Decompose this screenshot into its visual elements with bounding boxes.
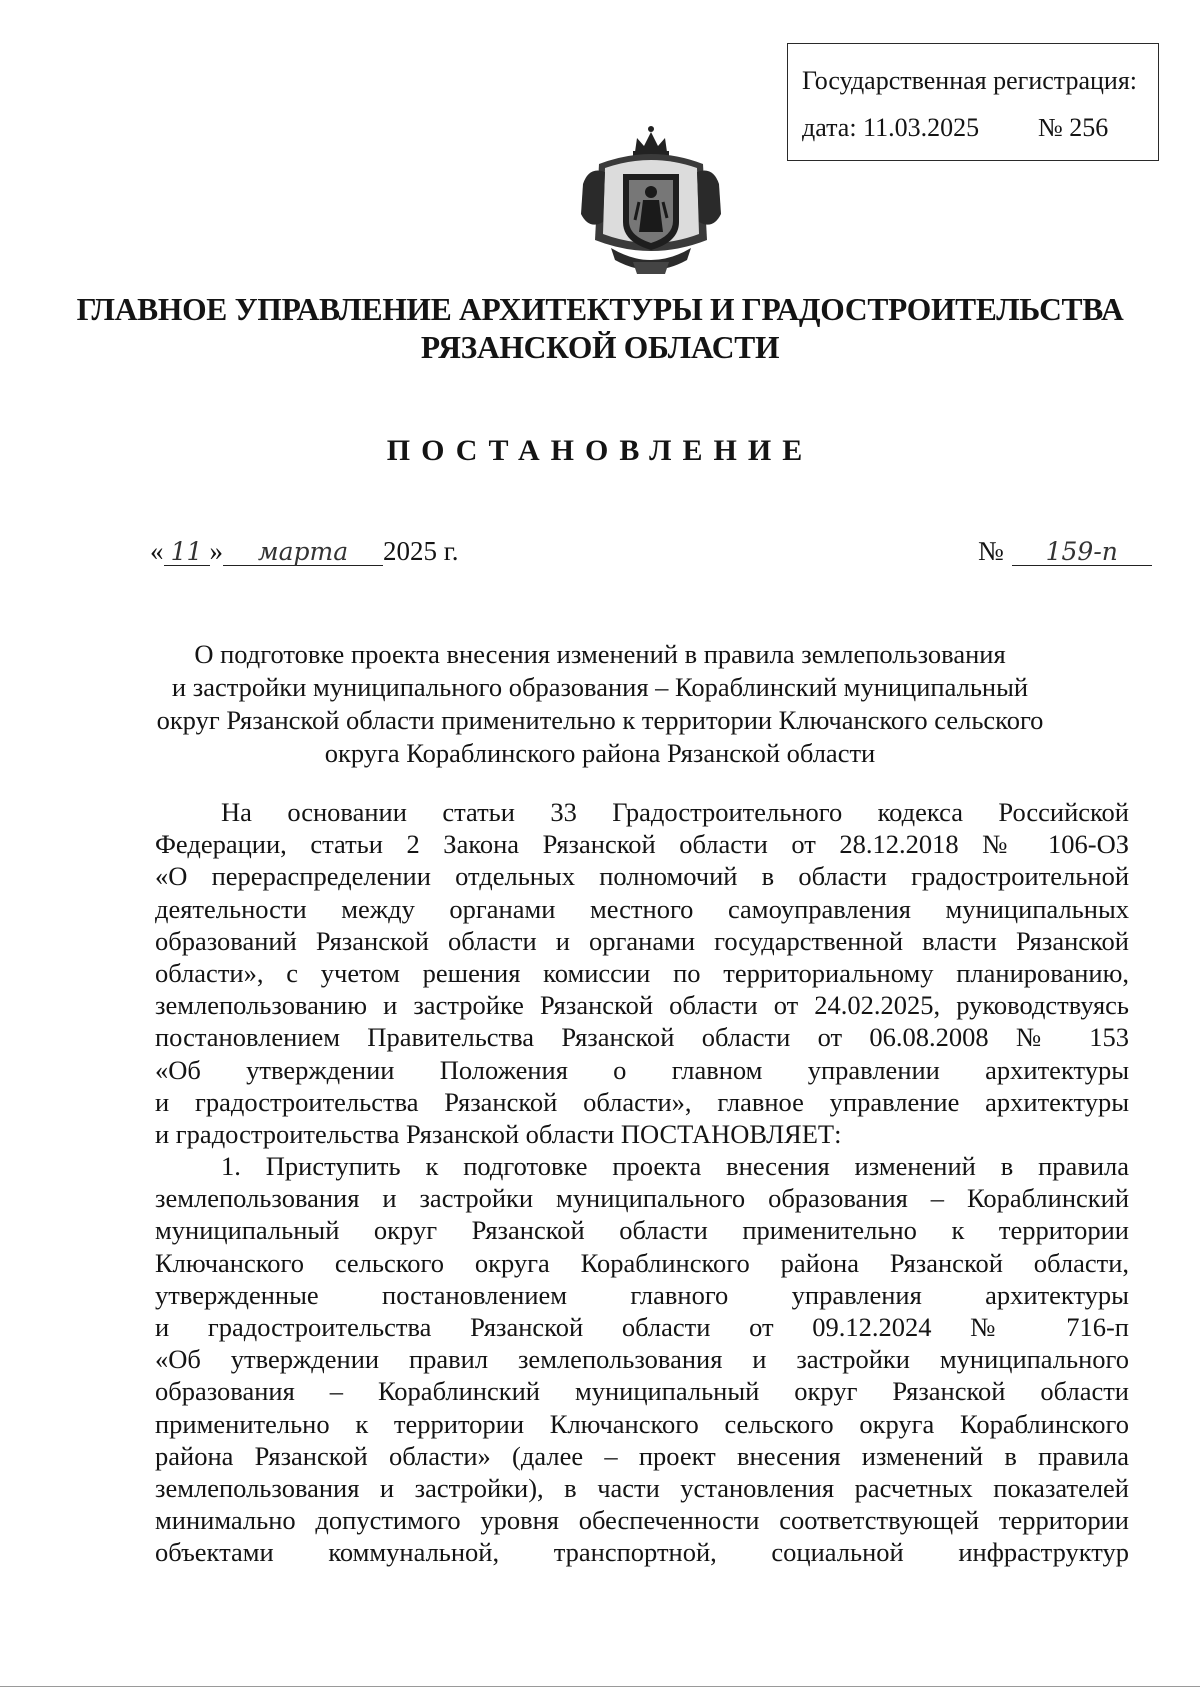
subject-line: округ Рязанской области применительно к территории Ключанского сельского <box>156 705 1044 735</box>
handwritten-number: 159-п <box>1012 539 1152 566</box>
body-line: минимально допустимого уровня обеспеченности соответствующей территории <box>155 1505 1129 1536</box>
document-type-title: ПОСТАНОВЛЕНИЕ <box>386 434 814 467</box>
body-line: муниципальный округ Рязанской области применительно к территории <box>155 1215 1129 1246</box>
body-line: района Рязанской области» (далее – проект внесения изменений в правила <box>155 1440 1129 1471</box>
body-line: На основании статьи 33 Градостроительного кодекса Российской <box>221 797 1129 827</box>
registration-date: дата: 11.03.2025 <box>802 113 980 142</box>
date-close-quote: » <box>209 536 223 566</box>
body-line: и градостроительства Рязанской области ПОСТАНОВЛЯЕТ: <box>155 1118 842 1149</box>
body-line: «О перераспределении отдельных полномочий в области градостроительной <box>155 861 1129 892</box>
body-line: утвержденные постановлением главного управления архитектуры <box>155 1279 1129 1310</box>
body-line: «Об утверждении правил землепользования и застройки муниципального <box>155 1344 1129 1375</box>
page-bottom-rule <box>0 1686 1200 1687</box>
handwritten-day: 11 <box>164 539 210 566</box>
registration-number: № 256 <box>1038 113 1109 142</box>
body-line: постановлением Правительства Рязанской области от 06.08.2008 № 153 <box>155 1022 1129 1053</box>
coat-of-arms-icon <box>575 122 727 282</box>
number-sign: № <box>978 536 1004 566</box>
registration-title: Государственная регистрация: <box>802 66 1138 95</box>
body-line: образований Рязанской области и органами государственной власти Рязанской <box>155 925 1129 956</box>
body-line: землепользования и застройки), в части установления расчетных показателей <box>155 1472 1129 1503</box>
date-year: 2025 г. <box>383 536 459 566</box>
body-line: применительно к территории Ключанского сельского округа Кораблинского <box>155 1408 1129 1439</box>
body-line: и градостроительства Рязанской области от 09.12.2024 № 716-п <box>155 1312 1129 1342</box>
handwritten-month: марта <box>223 539 383 566</box>
document-date <box>150 536 459 567</box>
body-line: образования – Кораблинский муниципальный округ Рязанской области <box>155 1376 1129 1407</box>
subject-line: и застройки муниципального образования – Кораблинский муниципальный <box>171 672 1029 702</box>
body-line: 1. Приступить к подготовке проекта внесения изменений в правила <box>221 1151 1129 1182</box>
document-body <box>155 796 1129 1569</box>
organization-name-line1: ГЛАВНОЕ УПРАВЛЕНИЕ АРХИТЕКТУРЫ И ГРАДОСТРОИТЕЛЬСТВА <box>76 292 1124 327</box>
body-line: Федерации, статьи 2 Закона Рязанской области от 28.12.2018 № 106-ОЗ <box>155 829 1129 860</box>
body-line: землепользования и застройки муниципального образования – Кораблинский <box>155 1183 1129 1214</box>
document-subject <box>140 638 1060 770</box>
document-number <box>978 536 1152 567</box>
body-line: землепользованию и застройке Рязанской области от 24.02.2025, руководствуясь <box>155 990 1129 1021</box>
organization-name-line2: РЯЗАНСКОЙ ОБЛАСТИ <box>420 330 780 365</box>
registration-stamp <box>787 43 1159 161</box>
subject-line: О подготовке проекта внесения изменений в правила землепользования <box>194 639 1006 669</box>
body-line: и градостроительства Рязанской области», главное управление архитектуры <box>155 1086 1129 1117</box>
subject-line: округа Кораблинского района Рязанской области <box>324 738 876 768</box>
body-line: Ключанского сельского округа Кораблинского района Рязанской области, <box>155 1247 1129 1278</box>
body-line: области», с учетом решения комиссии по территориальному планированию, <box>155 957 1129 988</box>
body-line: объектами коммунальной, транспортной, социальной инфраструктур <box>155 1537 1129 1568</box>
body-line: деятельности между органами местного самоуправления муниципальных <box>155 893 1129 924</box>
body-line: «Об утверждении Положения о главном управлении архитектуры <box>155 1054 1129 1085</box>
date-open-quote: « <box>150 536 164 566</box>
